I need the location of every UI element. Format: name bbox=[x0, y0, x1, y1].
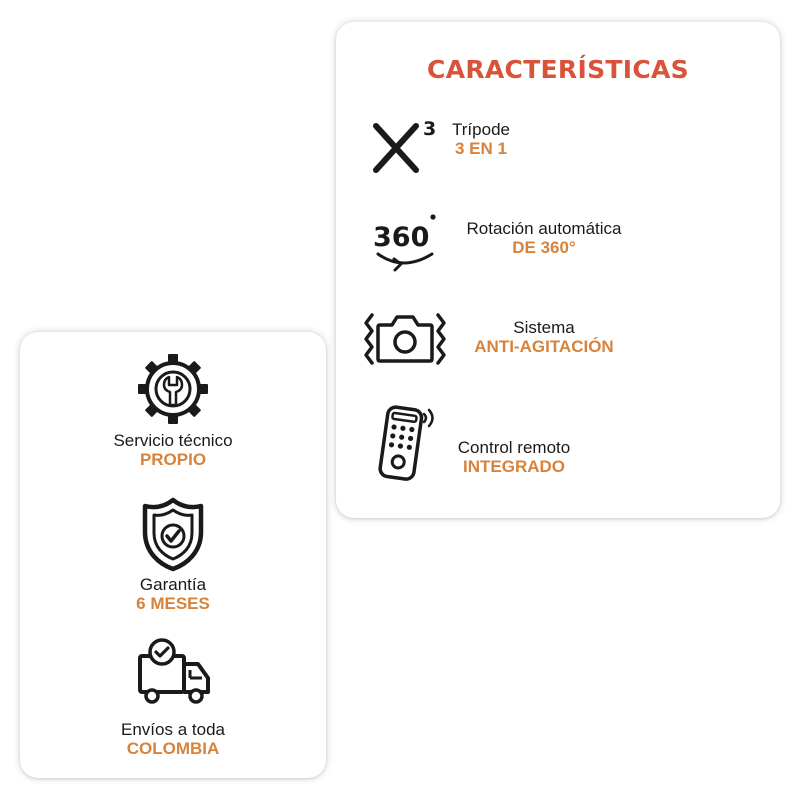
service-label: Envíos a toda bbox=[121, 720, 225, 739]
rotation-360-icon bbox=[370, 210, 444, 274]
remote-control-icon bbox=[370, 402, 444, 482]
rotation-badge: 360 bbox=[373, 222, 430, 253]
service-value: 6 MESES bbox=[136, 594, 210, 613]
service-technical bbox=[20, 354, 326, 469]
shield-check-icon bbox=[141, 496, 205, 572]
service-value: COLOMBIA bbox=[126, 739, 220, 758]
service-warranty bbox=[20, 496, 326, 613]
feature-value: DE 360° bbox=[512, 238, 576, 257]
service-label: Garantía bbox=[139, 575, 207, 594]
gear-wrench-icon bbox=[135, 354, 211, 424]
feature-rotation bbox=[336, 206, 780, 296]
feature-remote-control bbox=[336, 402, 780, 492]
delivery-truck-icon bbox=[134, 638, 212, 710]
features-card bbox=[336, 22, 780, 518]
feature-value: INTEGRADO bbox=[463, 457, 565, 476]
tripod-x3-icon bbox=[370, 116, 444, 178]
tripod-superscript: 3 bbox=[423, 118, 437, 140]
feature-label: Trípode bbox=[452, 120, 510, 139]
feature-value: 3 EN 1 bbox=[455, 139, 507, 158]
service-value: PROPIO bbox=[139, 450, 207, 469]
services-card bbox=[20, 332, 326, 778]
feature-label: Rotación automática bbox=[466, 219, 622, 238]
feature-value: ANTI-AGITACIÓN bbox=[474, 337, 614, 356]
feature-anti-shake bbox=[336, 305, 780, 395]
feature-label: Control remoto bbox=[457, 438, 571, 457]
features-title: CARACTERÍSTICAS bbox=[427, 55, 689, 84]
anti-shake-camera-icon bbox=[362, 309, 448, 367]
feature-tripod bbox=[336, 112, 780, 202]
feature-label: Sistema bbox=[513, 318, 575, 337]
service-shipping bbox=[20, 638, 326, 758]
service-label: Servicio técnico bbox=[113, 431, 233, 450]
